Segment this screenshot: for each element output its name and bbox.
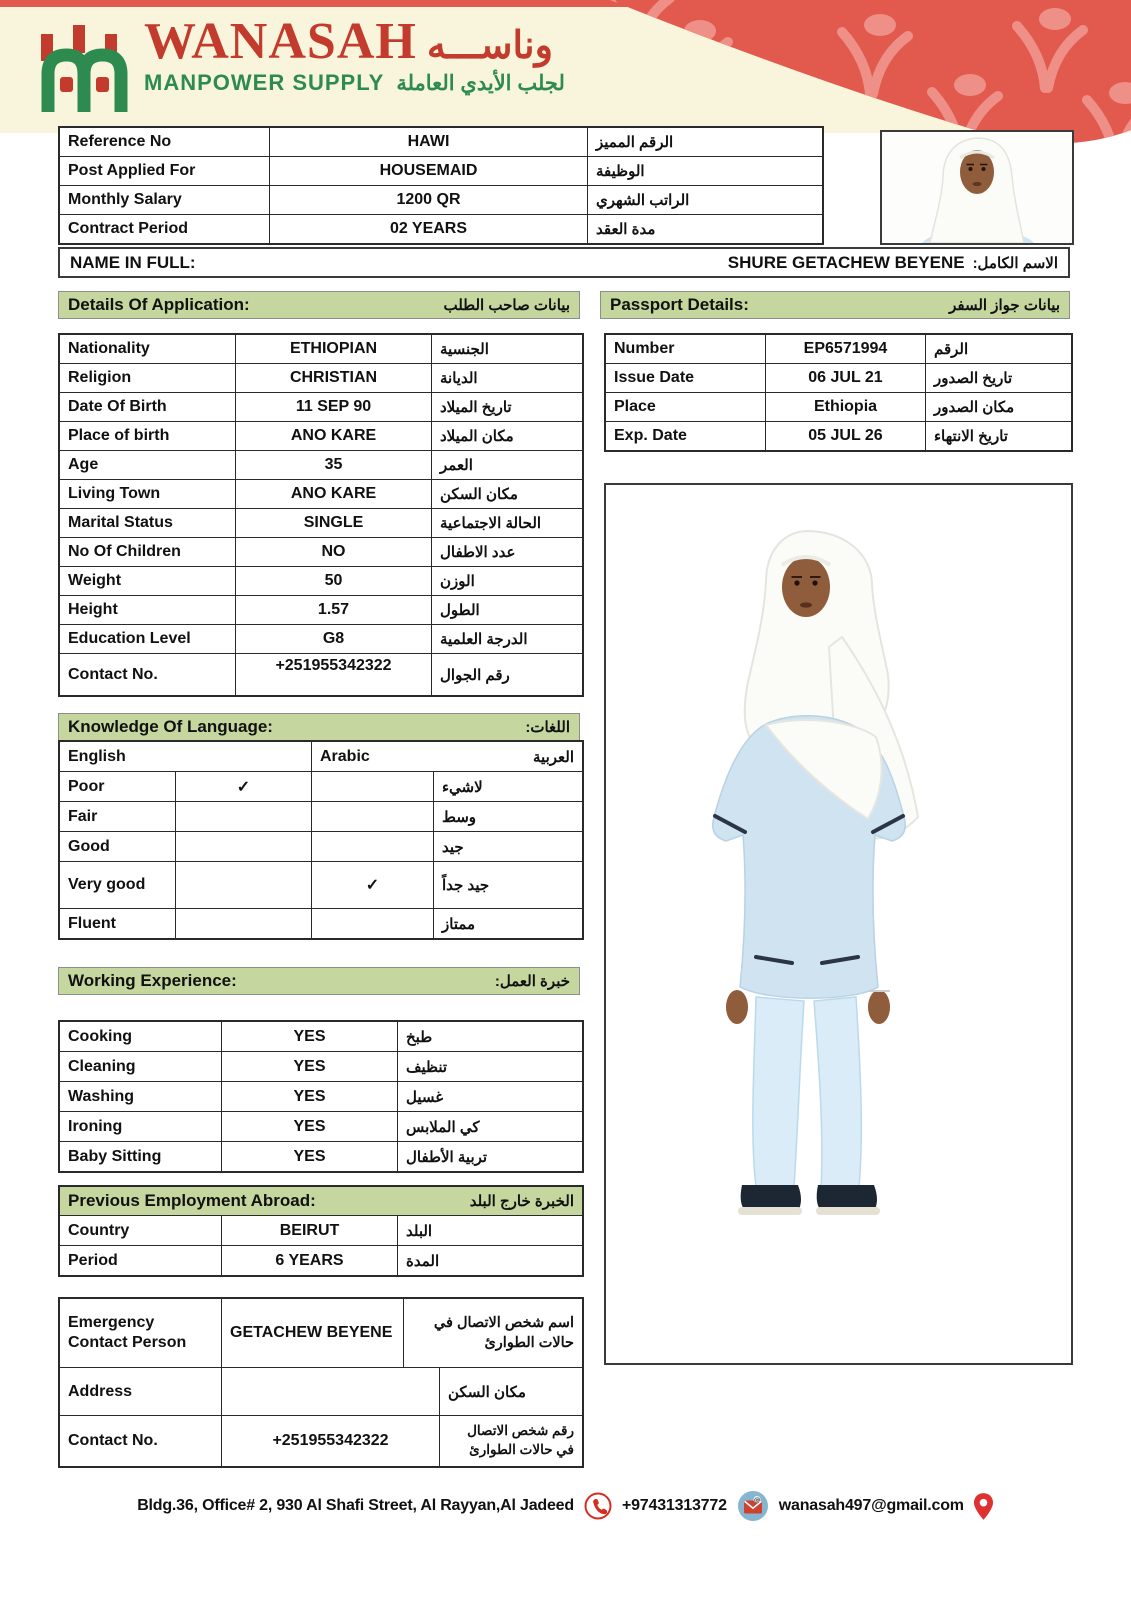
section-title: Passport Details: xyxy=(610,295,749,314)
brand-text-block xyxy=(144,13,565,96)
row-label-arabic: المدة xyxy=(406,1252,440,1270)
table-row xyxy=(60,393,582,422)
table-row xyxy=(60,1022,582,1052)
row-label: Reference No xyxy=(60,128,270,156)
table-row xyxy=(60,128,822,157)
section-title-arabic: بيانات جواز السفر xyxy=(949,297,1060,314)
row-label-arabic: جيد xyxy=(442,838,464,856)
row-value: G8 xyxy=(236,625,432,653)
row-label: Contact No. xyxy=(60,654,236,695)
section-title: Details Of Application: xyxy=(68,295,250,314)
applicant-fullbody-photo xyxy=(604,483,1073,1365)
row-value: 05 JUL 26 xyxy=(766,422,926,450)
row-label: Very good xyxy=(60,862,176,908)
row-value: YES xyxy=(222,1142,398,1171)
row-label: Religion xyxy=(60,364,236,392)
row-value: SINGLE xyxy=(236,509,432,537)
row-value: +251955342322 xyxy=(222,1416,440,1466)
table-row xyxy=(60,832,582,862)
row-label: Age xyxy=(60,451,236,479)
table-row xyxy=(60,654,582,695)
row-label-arabic: الطول xyxy=(440,602,480,619)
application-section-header xyxy=(58,291,580,319)
location-pin-icon xyxy=(973,1492,994,1521)
table-row xyxy=(60,802,582,832)
table-row xyxy=(60,1299,582,1368)
brand-tagline: MANPOWER SUPPLY xyxy=(144,70,385,95)
row-label: Washing xyxy=(60,1082,222,1111)
section-title-arabic: الخبرة خارج البلد xyxy=(469,1193,574,1210)
row-value: YES xyxy=(222,1082,398,1111)
row-label: Contract Period xyxy=(60,215,270,243)
office-address: Bldg.36, Office# 2, 930 Al Shafi Street, Al Rayyan,Al Jadeed xyxy=(137,1497,574,1514)
arabic-column-latin-label: Arabic xyxy=(320,747,370,765)
row-label-arabic: تربية الأطفال xyxy=(406,1148,488,1166)
section-title-arabic: بيانات صاحب الطلب xyxy=(443,297,570,314)
section-title: Previous Employment Abroad: xyxy=(68,1191,316,1210)
row-label-arabic: ممتاز xyxy=(442,915,476,933)
row-label-arabic: كي الملابس xyxy=(406,1118,480,1136)
table-row xyxy=(60,567,582,596)
row-label: Poor xyxy=(60,772,176,801)
row-label-arabic: الوزن xyxy=(440,573,475,590)
section-title-arabic: خبرة العمل: xyxy=(494,973,570,990)
row-label: Nationality xyxy=(60,335,236,363)
row-value: YES xyxy=(222,1022,398,1051)
section-title-cell xyxy=(60,1187,582,1215)
applicant-full-name: SHURE GETACHEW BEYENE xyxy=(727,252,965,272)
language-table xyxy=(58,740,584,940)
row-label-arabic: مكان الصدور xyxy=(934,399,1015,416)
table-row xyxy=(60,215,822,243)
experience-section-header xyxy=(58,967,580,995)
name-label: NAME IN FULL: xyxy=(70,252,196,272)
row-value: 11 SEP 90 xyxy=(236,393,432,421)
row-label: Fair xyxy=(60,802,176,831)
row-label-arabic: البلد xyxy=(406,1222,433,1240)
row-label-arabic: جيد جداً xyxy=(442,877,490,894)
table-row xyxy=(60,186,822,215)
table-row xyxy=(60,1112,582,1142)
row-label: Cleaning xyxy=(60,1052,222,1081)
column-header-arabic xyxy=(312,742,582,771)
english-check-cell xyxy=(176,862,312,908)
row-value: 02 YEARS xyxy=(270,215,588,243)
wanasah-logo-icon xyxy=(36,20,134,112)
row-label: Place xyxy=(606,393,766,421)
row-label: Ironing xyxy=(60,1112,222,1141)
row-value: HAWI xyxy=(270,128,588,156)
emergency-contact-table xyxy=(58,1297,584,1468)
row-label-arabic: الوظيفة xyxy=(596,163,645,180)
row-value: 1200 QR xyxy=(270,186,588,214)
arabic-column-arabic-label: العربية xyxy=(533,748,574,766)
row-label: Contact No. xyxy=(60,1416,222,1466)
row-label: Fluent xyxy=(60,909,176,938)
row-label-arabic: مدة العقد xyxy=(596,221,656,238)
experience-table xyxy=(58,1020,584,1173)
row-label-arabic: الراتب الشهري xyxy=(596,192,690,209)
table-row xyxy=(60,1368,582,1416)
language-section-header xyxy=(58,713,580,740)
row-label-arabic: الرقم المميز xyxy=(596,134,674,151)
row-label: Country xyxy=(60,1216,222,1245)
table-row xyxy=(606,393,1071,422)
row-label: Address xyxy=(60,1368,222,1415)
row-label-arabic: عدد الاطفال xyxy=(440,544,516,561)
row-value: HOUSEMAID xyxy=(270,157,588,185)
table-row xyxy=(60,1082,582,1112)
row-value: 06 JUL 21 xyxy=(766,364,926,392)
table-row xyxy=(60,1416,582,1466)
row-value: CHRISTIAN xyxy=(236,364,432,392)
column-header-english: English xyxy=(60,742,312,771)
row-label: Post Applied For xyxy=(60,157,270,185)
english-check-cell xyxy=(176,832,312,861)
row-value xyxy=(222,1368,440,1415)
brand-name-arabic: وناســـه xyxy=(426,25,553,67)
table-row xyxy=(60,862,582,909)
row-value: +251955342322 xyxy=(236,654,432,695)
table-row xyxy=(60,596,582,625)
previous-employment-header-row xyxy=(60,1187,582,1216)
section-title: Knowledge Of Language: xyxy=(68,717,273,736)
row-value: ETHIOPIAN xyxy=(236,335,432,363)
full-name-row xyxy=(58,247,1070,278)
table-row xyxy=(60,335,582,364)
english-check-cell xyxy=(176,802,312,831)
row-value: 1.57 xyxy=(236,596,432,624)
section-title-arabic: اللغات: xyxy=(525,719,570,736)
row-label-arabic: تنظيف xyxy=(406,1058,448,1076)
row-value: Ethiopia xyxy=(766,393,926,421)
row-value: 6 YEARS xyxy=(222,1246,398,1275)
row-label: Good xyxy=(60,832,176,861)
row-label: Number xyxy=(606,335,766,363)
row-label: No Of Children xyxy=(60,538,236,566)
application-details-table xyxy=(58,333,584,697)
table-row xyxy=(60,772,582,802)
row-label-arabic: طبخ xyxy=(406,1028,433,1046)
row-label-arabic: غسيل xyxy=(406,1088,444,1106)
table-row xyxy=(60,909,582,938)
row-value: BEIRUT xyxy=(222,1216,398,1245)
table-row xyxy=(606,335,1071,364)
row-label-arabic: لاشيء xyxy=(442,778,483,796)
arabic-check-cell xyxy=(312,802,434,831)
arabic-check-cell xyxy=(312,832,434,861)
row-label-arabic: وسط xyxy=(442,808,477,826)
row-label: Place of birth xyxy=(60,422,236,450)
passport-details-table xyxy=(604,333,1073,452)
row-label-arabic: الحالة الاجتماعية xyxy=(440,515,542,532)
arabic-check-cell xyxy=(312,909,434,938)
page-header xyxy=(0,0,1131,133)
row-label-arabic: الرقم xyxy=(934,341,969,358)
footer-contact-bar xyxy=(0,1489,1131,1523)
english-check-cell: ✓ xyxy=(176,772,312,801)
reference-table xyxy=(58,126,824,245)
table-row xyxy=(60,157,822,186)
row-label: Date Of Birth xyxy=(60,393,236,421)
brand-name: WANASAH xyxy=(144,13,417,70)
row-label: Period xyxy=(60,1246,222,1275)
row-value: ANO KARE xyxy=(236,480,432,508)
english-check-cell xyxy=(176,909,312,938)
table-row xyxy=(60,1216,582,1246)
row-label-arabic: رقم الجوال xyxy=(440,666,510,684)
row-label: Cooking xyxy=(60,1022,222,1051)
row-label-arabic: مكان السكن xyxy=(440,486,518,503)
table-row xyxy=(606,364,1071,393)
row-value: GETACHEW BEYENE xyxy=(222,1299,404,1367)
row-value: YES xyxy=(222,1052,398,1081)
row-value: 35 xyxy=(236,451,432,479)
row-label: Height xyxy=(60,596,236,624)
row-value: NO xyxy=(236,538,432,566)
row-label-arabic: تاريخ الصدور xyxy=(934,370,1013,387)
brand-logo-block xyxy=(36,13,565,112)
phone-icon xyxy=(583,1491,613,1521)
table-row xyxy=(60,422,582,451)
table-row xyxy=(60,1052,582,1082)
arabic-check-cell: ✓ xyxy=(312,862,434,908)
row-label-arabic: تاريخ الانتهاء xyxy=(934,428,1008,445)
section-title: Working Experience: xyxy=(68,971,237,990)
row-label-arabic: العمر xyxy=(440,457,473,474)
passport-section-header xyxy=(600,291,1070,319)
row-label-arabic: رقم شخص الاتصال في حالات الطوارئ xyxy=(467,1423,574,1457)
row-label: Exp. Date xyxy=(606,422,766,450)
row-label: Emergency Contact Person xyxy=(60,1299,222,1367)
row-label-arabic: اسم شخص الاتصال في حالات الطوارئ xyxy=(433,1314,574,1351)
table-row xyxy=(60,538,582,567)
row-label: Weight xyxy=(60,567,236,595)
table-row xyxy=(60,364,582,393)
email-address: wanasah497@gmail.com xyxy=(778,1497,964,1514)
brand-tagline-arabic: لجلب الأيدي العاملة xyxy=(396,72,565,95)
row-label-arabic: الدرجة العلمية xyxy=(440,631,528,648)
name-label-arabic: الاسم الكامل: xyxy=(972,254,1058,272)
row-label: Marital Status xyxy=(60,509,236,537)
row-label-arabic: مكان السكن xyxy=(448,1383,526,1401)
svg-text:@: @ xyxy=(753,1496,760,1504)
arabic-check-cell xyxy=(312,772,434,801)
table-row xyxy=(60,1142,582,1171)
table-row xyxy=(60,480,582,509)
table-row xyxy=(60,451,582,480)
row-label: Issue Date xyxy=(606,364,766,392)
row-label-arabic: مكان الميلاد xyxy=(440,428,514,445)
row-label: Monthly Salary xyxy=(60,186,270,214)
row-label-arabic: تاريخ الميلاد xyxy=(440,399,512,416)
row-label-arabic: الديانة xyxy=(440,370,478,387)
table-row xyxy=(60,625,582,654)
previous-employment-table xyxy=(58,1185,584,1277)
row-label: Baby Sitting xyxy=(60,1142,222,1171)
row-value: YES xyxy=(222,1112,398,1141)
row-value: EP6571994 xyxy=(766,335,926,363)
applicant-headshot-photo xyxy=(880,130,1074,245)
table-row xyxy=(606,422,1071,450)
row-label: Education Level xyxy=(60,625,236,653)
row-label: Living Town xyxy=(60,480,236,508)
row-label-arabic: الجنسية xyxy=(440,341,489,358)
table-row xyxy=(60,1246,582,1275)
table-row xyxy=(60,509,582,538)
phone-number: +97431313772 xyxy=(621,1497,727,1514)
language-header-row xyxy=(60,742,582,772)
row-value: ANO KARE xyxy=(236,422,432,450)
email-icon xyxy=(736,1489,770,1523)
row-value: 50 xyxy=(236,567,432,595)
